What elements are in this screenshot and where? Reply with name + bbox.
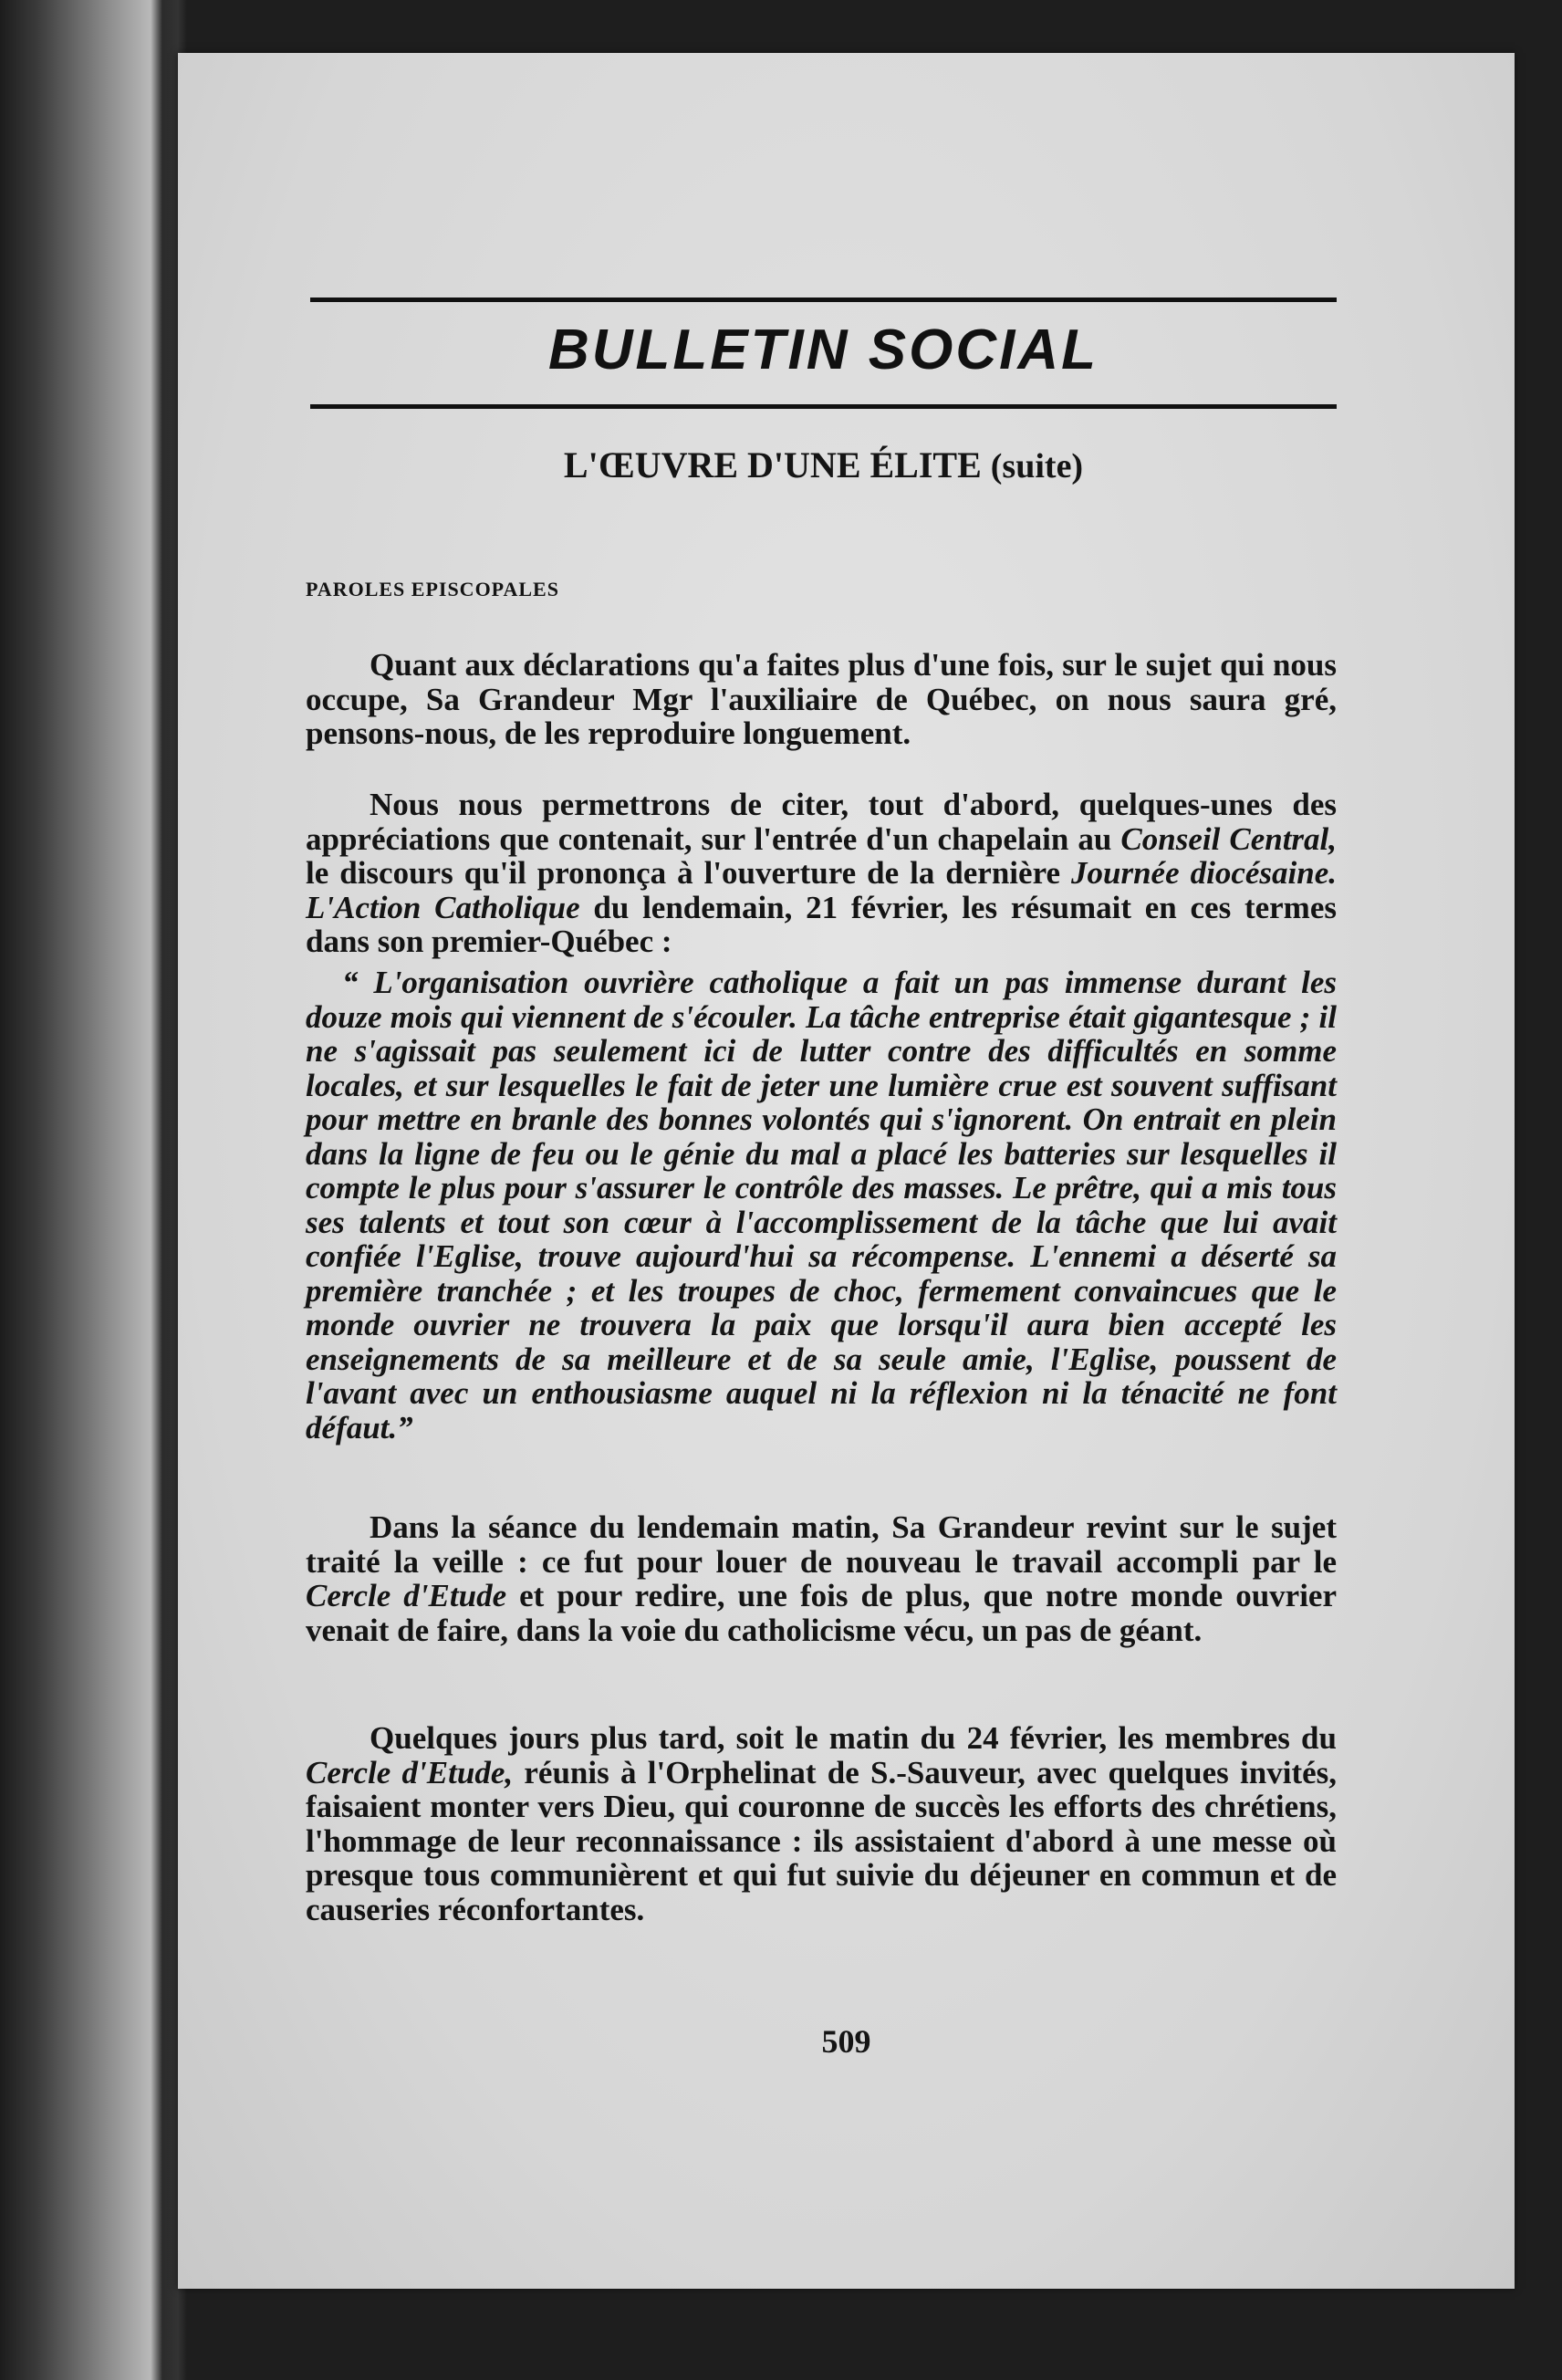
paragraph-2-italic-conseil: Conseil Central,: [1120, 820, 1338, 857]
header-rule-top: [310, 298, 1337, 302]
paragraph-2-italic-action: L'Action Catholique: [306, 889, 580, 925]
paragraph-4-italic-cercle: Cercle d'Etude,: [306, 1754, 514, 1790]
paragraph-3: [306, 1510, 1337, 1647]
section-heading: PAROLES EPISCOPALES: [306, 578, 559, 600]
paragraph-4-text: réunis à l'Orphelinat de S.-Sauveur, avec quelques invités, faisaient monter vers Dieu, qui couronne de succès les efforts des chrétiens, l'hommage de leur reconnaissance : ils assistaient d'abord à une messe où presque tous communièrent et qui fut suivie du déjeuner en commun et de causeries réconfortantes.: [306, 1754, 1337, 1927]
paragraph-1: Quant aux déclarations qu'a faites plus d'une fois, sur le sujet qui nous occupe, Sa Grandeur Mgr l'auxiliaire de Québec, on nous saura gré, pensons-nous, de les reproduire longuement.: [306, 647, 1337, 751]
paragraph-3-text: et pour redire, une fois de plus, que notre monde ouvrier venait de faire, dans la voie du catholicisme vécu, un pas de géant.: [306, 1578, 1338, 1648]
paragraph-3-text: Dans la séance du lendemain matin, Sa Grandeur revint sur le sujet traité la veille : ce fut pour louer de nouveau le travail accompli par le: [306, 1509, 1337, 1580]
header-rule-bottom: [310, 404, 1337, 409]
article-title: [310, 444, 1337, 486]
article-title-text: L'ŒUVRE D'UNE ÉLITE: [563, 444, 982, 485]
paragraph-2-italic-journee: Journée diocésaine.: [1071, 855, 1337, 891]
paragraph-2: [306, 788, 1337, 959]
paragraph-2-text: le discours qu'il prononça à l'ouverture de la dernière: [306, 855, 1071, 891]
paragraph-2-text: du lendemain, 21 février, les résumait en ces termes dans son premier-Québec :: [306, 889, 1337, 959]
article-title-suffix: (suite): [990, 447, 1084, 485]
bulletin-title: BULLETIN SOCIAL: [548, 318, 1099, 381]
paragraph-2-text: Nous nous permettrons de citer, tout d'abord, quelques-unes des appréciations que contenait, sur l'entrée d'un chapelain au: [306, 787, 1337, 857]
page-number: 509: [821, 2023, 871, 2060]
paragraph-3-italic-cercle: Cercle d'Etude: [306, 1578, 507, 1613]
document-page: [178, 53, 1515, 2289]
quoted-passage: “ L'organisation ouvrière catholique a fait un pas immense durant les douze mois qui viennent de s'écouler. La tâche entreprise était gigantesque ; il ne s'agissait pas seulement ici de lutter contre des difficultés en somme locales, et sur lesquelles le fait de jeter une lumière crue est souvent suffisant pour mettre en branle des bonnes volontés qui s'ignorent. On entrait en plein dans la ligne de feu ou le génie du mal a placé les batteries sur lesquelles il compte le plus pour s'assurer le contrôle des masses. Le prêtre, qui a mis tous ses talents et tout son cœur à l'accomplissement de la tâche que lui avait confiée l'Eglise, trouve aujourd'hui sa récompense. L'ennemi a déserté sa première tranchée ; et les troupes de choc, fermement convaincues que le monde ouvrier ne trouvera la paix que lorsqu'il aura bien accepté les enseignements de sa meilleure et de sa seule amie, l'Eglise, poussent de l'avant avec un enthousiasme auquel ni la réflexion ni la ténacité ne font défaut.”: [306, 965, 1337, 1446]
paragraph-4-text: Quelques jours plus tard, soit le matin du 24 février, les membres du: [370, 1720, 1337, 1756]
paragraph-4: [306, 1721, 1337, 1926]
